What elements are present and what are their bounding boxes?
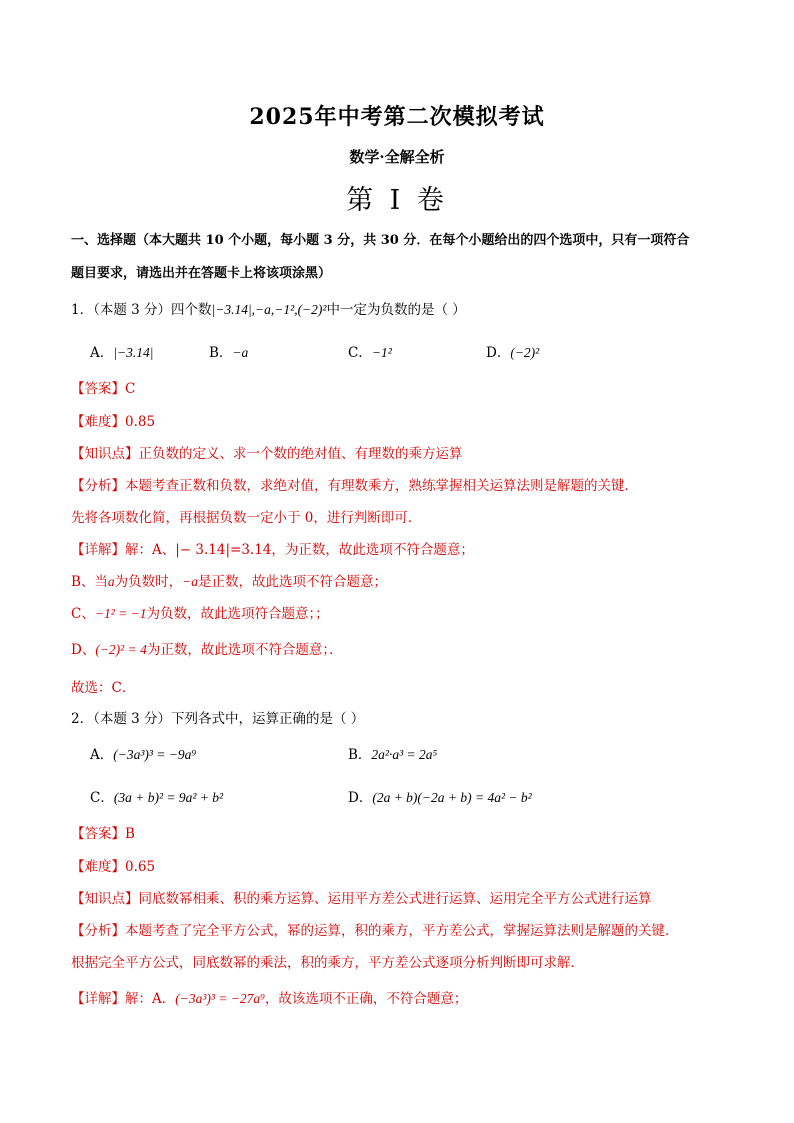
section-instruction-line2: 题目要求，请选出并在答题卡上将该项涂黑） [71, 266, 332, 281]
q1-option-d: D．(−2)² [486, 345, 540, 361]
q1-difficulty: 【难度】0.85 [71, 414, 156, 430]
q1-conclusion: 故选：C． [71, 680, 136, 696]
q1-detail-d: D、(−2)² = 4为正数，故此选项不符合题意；． [71, 642, 343, 658]
q2-option-b: B．2a²·a³ = 2a⁵ [348, 747, 438, 763]
q1-detail-b: B、当a为负数时，−a是正数，故此选项不符合题意； [71, 574, 388, 590]
q1-option-b: B．−a [209, 345, 249, 361]
q1-stem-pre: 1．（本题 3 分）四个数 [71, 302, 212, 318]
q1-analysis: 【分析】本题考查正数和负数，求绝对值，有理数乘方，熟练掌握相关运算法则是解题的关键． [71, 478, 638, 494]
q1-option-c: C．−1² [348, 345, 392, 361]
q1-detail-c: C、−1² = −1为负数，故此选项符合题意；； [71, 606, 329, 622]
page-title: 2025年中考第二次模拟考试 [249, 104, 545, 130]
q1-stem-post: 中一定为负数的是（ ） [326, 302, 466, 318]
q2-stem: 2．（本题 3 分）下列各式中，运算正确的是（ ） [71, 711, 365, 727]
q1-detail-a: 【详解】解：A、|− 3.14|=3.14，为正数，故此选项不符合题意； [71, 542, 474, 558]
q2-option-d: D．(2a + b)(−2a + b) = 4a² − b² [348, 790, 532, 806]
q2-detail-a: 【详解】解：A．(−3a³)³ = −27a⁹，故该选项不正确，不符合题意； [71, 991, 468, 1007]
q1-option-a: A．|−3.14| [90, 345, 154, 361]
q1-stem-math: |−3.14|,−a,−1²,(−2)² [211, 302, 327, 317]
q1-answer: 【答案】C [71, 381, 136, 397]
q1-knowledge: 【知识点】正负数的定义、求一个数的绝对值、有理数的乘方运算 [71, 446, 463, 462]
q1-analysis-2: 先将各项数化简，再根据负数一定小于 0，进行判断即可． [71, 510, 422, 526]
section-instruction-line1: 一、选择题（本大题共 10 个小题，每小题 3 分，共 30 分．在每个小题给出的四个选项中，只有一项符合 [71, 233, 690, 248]
q2-analysis-2: 根据完全平方公式，同底数幂的乘法，积的乘方，平方差公式逐项分析判断即可求解． [71, 955, 584, 971]
q2-analysis: 【分析】本题考查了完全平方公式，幂的运算，积的乘方，平方差公式，掌握运算法则是解题的关键． [71, 923, 679, 939]
q2-option-a: A．(−3a³)³ = −9a⁹ [90, 747, 197, 763]
q2-answer: 【答案】B [71, 826, 135, 842]
volume-heading: 第 I 卷 [346, 185, 448, 216]
q2-knowledge: 【知识点】同底数幂相乘、积的乘方运算、运用平方差公式进行运算、运用完全平方公式进行运算 [71, 891, 652, 907]
page-subtitle: 数学·全解全析 [349, 148, 445, 166]
q2-difficulty: 【难度】0.65 [71, 859, 156, 875]
q1-stem [71, 298, 466, 318]
q2-option-c: C．(3a + b)² = 9a² + b² [90, 790, 224, 806]
